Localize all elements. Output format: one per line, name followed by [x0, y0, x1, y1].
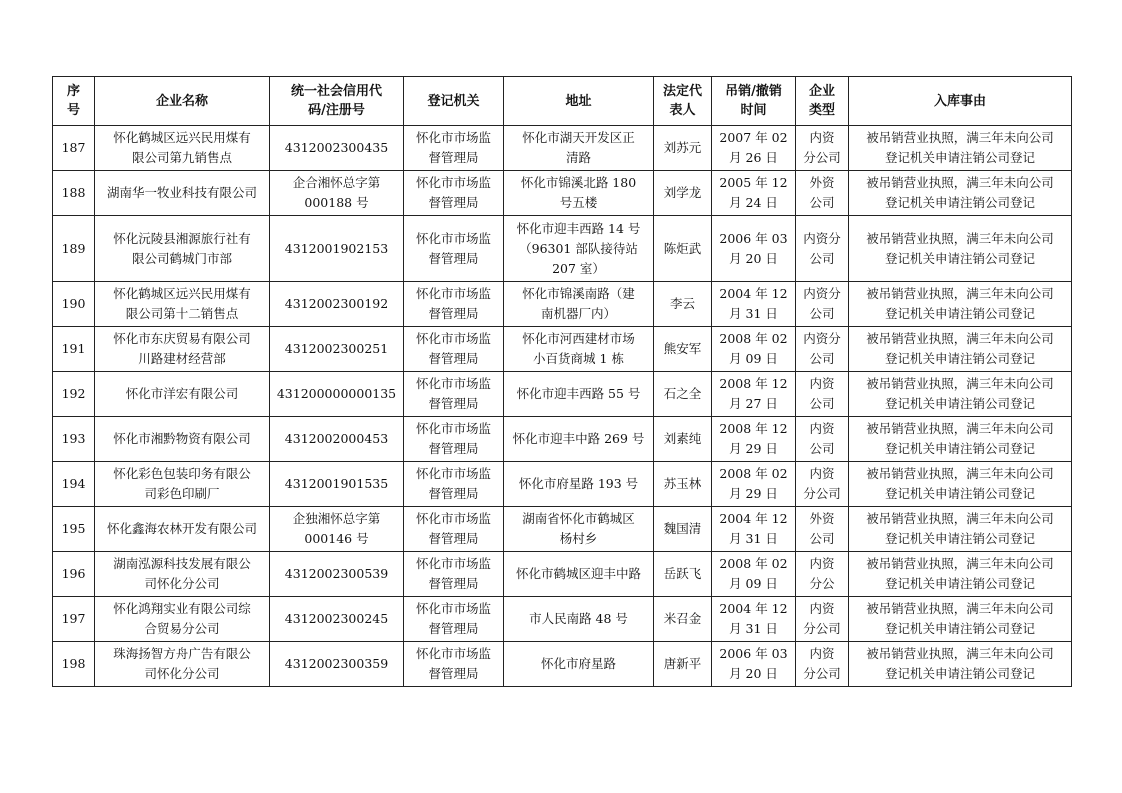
- cell-row-number: 195: [53, 507, 95, 552]
- cell-revocation-date: 2004 年 12 月 31 日: [712, 282, 796, 327]
- cell-row-number: 191: [53, 327, 95, 372]
- cell-enterprise-type: 内资 分公: [796, 552, 849, 597]
- cell-enterprise-type: 内资分 公司: [796, 282, 849, 327]
- cell-address: 市人民南路 48 号: [504, 597, 654, 642]
- cell-revocation-date: 2008 年 02 月 09 日: [712, 552, 796, 597]
- table-body: [53, 126, 1072, 687]
- cell-credit-code: 4312002300245: [270, 597, 404, 642]
- cell-enterprise-type: 内资 分公司: [796, 126, 849, 171]
- table-row: [53, 171, 1072, 216]
- cell-address: 怀化市锦溪南路（建 南机器厂内）: [504, 282, 654, 327]
- table-row: [53, 552, 1072, 597]
- cell-row-number: 197: [53, 597, 95, 642]
- cell-revocation-date: 2008 年 02 月 09 日: [712, 327, 796, 372]
- cell-company-name: 怀化市东庆贸易有限公司 川路建材经营部: [95, 327, 270, 372]
- cell-row-number: 196: [53, 552, 95, 597]
- cell-company-name: 怀化鹤城区远兴民用煤有 限公司第九销售点: [95, 126, 270, 171]
- cell-legal-representative: 陈炬武: [654, 216, 712, 282]
- cell-registration-authority: 怀化市市场监 督管理局: [404, 597, 504, 642]
- cell-credit-code: 企独湘怀总字第 000146 号: [270, 507, 404, 552]
- header-address: 地址: [504, 77, 654, 126]
- cell-reason: 被吊销营业执照，满三年未向公司 登记机关申请注销公司登记: [849, 216, 1072, 282]
- cell-enterprise-type: 外资 公司: [796, 171, 849, 216]
- cell-enterprise-type: 内资分 公司: [796, 327, 849, 372]
- header-credit-code: 统一社会信用代 码/注册号: [270, 77, 404, 126]
- cell-enterprise-type: 外资 公司: [796, 507, 849, 552]
- cell-reason: 被吊销营业执照，满三年未向公司 登记机关申请注销公司登记: [849, 327, 1072, 372]
- cell-address: 怀化市迎丰中路 269 号: [504, 417, 654, 462]
- header-legal-representative: 法定代 表人: [654, 77, 712, 126]
- cell-reason: 被吊销营业执照，满三年未向公司 登记机关申请注销公司登记: [849, 597, 1072, 642]
- cell-registration-authority: 怀化市市场监 督管理局: [404, 507, 504, 552]
- cell-registration-authority: 怀化市市场监 督管理局: [404, 327, 504, 372]
- cell-registration-authority: 怀化市市场监 督管理局: [404, 462, 504, 507]
- cell-address: 怀化市湖天开发区正 清路: [504, 126, 654, 171]
- cell-company-name: 湖南泓源科技发展有限公 司怀化分公司: [95, 552, 270, 597]
- cell-registration-authority: 怀化市市场监 督管理局: [404, 372, 504, 417]
- cell-registration-authority: 怀化市市场监 督管理局: [404, 552, 504, 597]
- header-revocation-date: 吊销/撤销 时间: [712, 77, 796, 126]
- cell-address: 怀化市府星路: [504, 642, 654, 687]
- cell-credit-code: 4312002300359: [270, 642, 404, 687]
- header-seq: 序 号: [53, 77, 95, 126]
- cell-legal-representative: 岳跃飞: [654, 552, 712, 597]
- cell-legal-representative: 石之全: [654, 372, 712, 417]
- cell-revocation-date: 2008 年 12 月 27 日: [712, 372, 796, 417]
- table-row: [53, 462, 1072, 507]
- cell-enterprise-type: 内资 分公司: [796, 597, 849, 642]
- cell-row-number: 188: [53, 171, 95, 216]
- cell-registration-authority: 怀化市市场监 督管理局: [404, 417, 504, 462]
- cell-legal-representative: 李云: [654, 282, 712, 327]
- table-row: [53, 597, 1072, 642]
- cell-revocation-date: 2006 年 03 月 20 日: [712, 642, 796, 687]
- cell-revocation-date: 2007 年 02 月 26 日: [712, 126, 796, 171]
- cell-legal-representative: 唐新平: [654, 642, 712, 687]
- cell-enterprise-type: 内资 公司: [796, 372, 849, 417]
- header-registration-authority: 登记机关: [404, 77, 504, 126]
- cell-revocation-date: 2004 年 12 月 31 日: [712, 597, 796, 642]
- cell-revocation-date: 2008 年 02 月 29 日: [712, 462, 796, 507]
- cell-row-number: 198: [53, 642, 95, 687]
- cell-row-number: 192: [53, 372, 95, 417]
- cell-reason: 被吊销营业执照，满三年未向公司 登记机关申请注销公司登记: [849, 642, 1072, 687]
- cell-reason: 被吊销营业执照，满三年未向公司 登记机关申请注销公司登记: [849, 552, 1072, 597]
- cell-registration-authority: 怀化市市场监 督管理局: [404, 171, 504, 216]
- cell-company-name: 珠海扬智方舟广告有限公 司怀化分公司: [95, 642, 270, 687]
- cell-credit-code: 431200000000135: [270, 372, 404, 417]
- cell-reason: 被吊销营业执照，满三年未向公司 登记机关申请注销公司登记: [849, 126, 1072, 171]
- cell-row-number: 189: [53, 216, 95, 282]
- cell-company-name: 怀化彩色包装印务有限公 司彩色印刷厂: [95, 462, 270, 507]
- cell-legal-representative: 刘苏元: [654, 126, 712, 171]
- cell-enterprise-type: 内资分 公司: [796, 216, 849, 282]
- cell-company-name: 怀化鸿翔实业有限公司综 合贸易分公司: [95, 597, 270, 642]
- cell-legal-representative: 魏国清: [654, 507, 712, 552]
- cell-company-name: 怀化市洋宏有限公司: [95, 372, 270, 417]
- cell-address: 怀化市迎丰西路 14 号 （96301 部队接待站 207 室）: [504, 216, 654, 282]
- cell-company-name: 怀化市湘黔物资有限公司: [95, 417, 270, 462]
- cell-reason: 被吊销营业执照，满三年未向公司 登记机关申请注销公司登记: [849, 417, 1072, 462]
- cell-enterprise-type: 内资 分公司: [796, 462, 849, 507]
- cell-row-number: 187: [53, 126, 95, 171]
- cell-legal-representative: 刘学龙: [654, 171, 712, 216]
- cell-reason: 被吊销营业执照，满三年未向公司 登记机关申请注销公司登记: [849, 507, 1072, 552]
- cell-legal-representative: 刘素纯: [654, 417, 712, 462]
- table-row: [53, 126, 1072, 171]
- cell-enterprise-type: 内资 分公司: [796, 642, 849, 687]
- cell-credit-code: 4312002300192: [270, 282, 404, 327]
- revoked-enterprise-table: [52, 76, 1072, 687]
- header-reason: 入库事由: [849, 77, 1072, 126]
- cell-registration-authority: 怀化市市场监 督管理局: [404, 216, 504, 282]
- cell-revocation-date: 2006 年 03 月 20 日: [712, 216, 796, 282]
- cell-revocation-date: 2008 年 12 月 29 日: [712, 417, 796, 462]
- cell-row-number: 193: [53, 417, 95, 462]
- cell-company-name: 怀化鑫海农林开发有限公司: [95, 507, 270, 552]
- cell-reason: 被吊销营业执照，满三年未向公司 登记机关申请注销公司登记: [849, 171, 1072, 216]
- table-row: [53, 642, 1072, 687]
- table-row: [53, 372, 1072, 417]
- cell-enterprise-type: 内资 公司: [796, 417, 849, 462]
- cell-company-name: 怀化鹤城区远兴民用煤有 限公司第十二销售点: [95, 282, 270, 327]
- cell-credit-code: 4312002000453: [270, 417, 404, 462]
- cell-address: 湖南省怀化市鹤城区 杨村乡: [504, 507, 654, 552]
- cell-address: 怀化市府星路 193 号: [504, 462, 654, 507]
- cell-reason: 被吊销营业执照，满三年未向公司 登记机关申请注销公司登记: [849, 372, 1072, 417]
- cell-credit-code: 4312002300539: [270, 552, 404, 597]
- table-row: [53, 327, 1072, 372]
- cell-company-name: 怀化沅陵县湘源旅行社有 限公司鹤城门市部: [95, 216, 270, 282]
- cell-address: 怀化市河西建材市场 小百货商城 1 栋: [504, 327, 654, 372]
- cell-legal-representative: 苏玉林: [654, 462, 712, 507]
- table-row: [53, 417, 1072, 462]
- cell-credit-code: 企合湘怀总字第 000188 号: [270, 171, 404, 216]
- cell-reason: 被吊销营业执照，满三年未向公司 登记机关申请注销公司登记: [849, 462, 1072, 507]
- table-row: [53, 507, 1072, 552]
- cell-credit-code: 4312002300251: [270, 327, 404, 372]
- cell-revocation-date: 2005 年 12 月 24 日: [712, 171, 796, 216]
- cell-company-name: 湖南华一牧业科技有限公司: [95, 171, 270, 216]
- cell-registration-authority: 怀化市市场监 督管理局: [404, 282, 504, 327]
- cell-address: 怀化市迎丰西路 55 号: [504, 372, 654, 417]
- cell-credit-code: 4312001902153: [270, 216, 404, 282]
- cell-reason: 被吊销营业执照，满三年未向公司 登记机关申请注销公司登记: [849, 282, 1072, 327]
- header-enterprise-type: 企业 类型: [796, 77, 849, 126]
- cell-address: 怀化市锦溪北路 180 号五楼: [504, 171, 654, 216]
- table-row: [53, 282, 1072, 327]
- header-company-name: 企业名称: [95, 77, 270, 126]
- cell-registration-authority: 怀化市市场监 督管理局: [404, 126, 504, 171]
- cell-credit-code: 4312002300435: [270, 126, 404, 171]
- cell-revocation-date: 2004 年 12 月 31 日: [712, 507, 796, 552]
- cell-address: 怀化市鹤城区迎丰中路: [504, 552, 654, 597]
- header-row: [53, 77, 1072, 126]
- cell-legal-representative: 米召金: [654, 597, 712, 642]
- cell-row-number: 190: [53, 282, 95, 327]
- cell-legal-representative: 熊安军: [654, 327, 712, 372]
- cell-registration-authority: 怀化市市场监 督管理局: [404, 642, 504, 687]
- cell-credit-code: 4312001901535: [270, 462, 404, 507]
- table-row: [53, 216, 1072, 282]
- cell-row-number: 194: [53, 462, 95, 507]
